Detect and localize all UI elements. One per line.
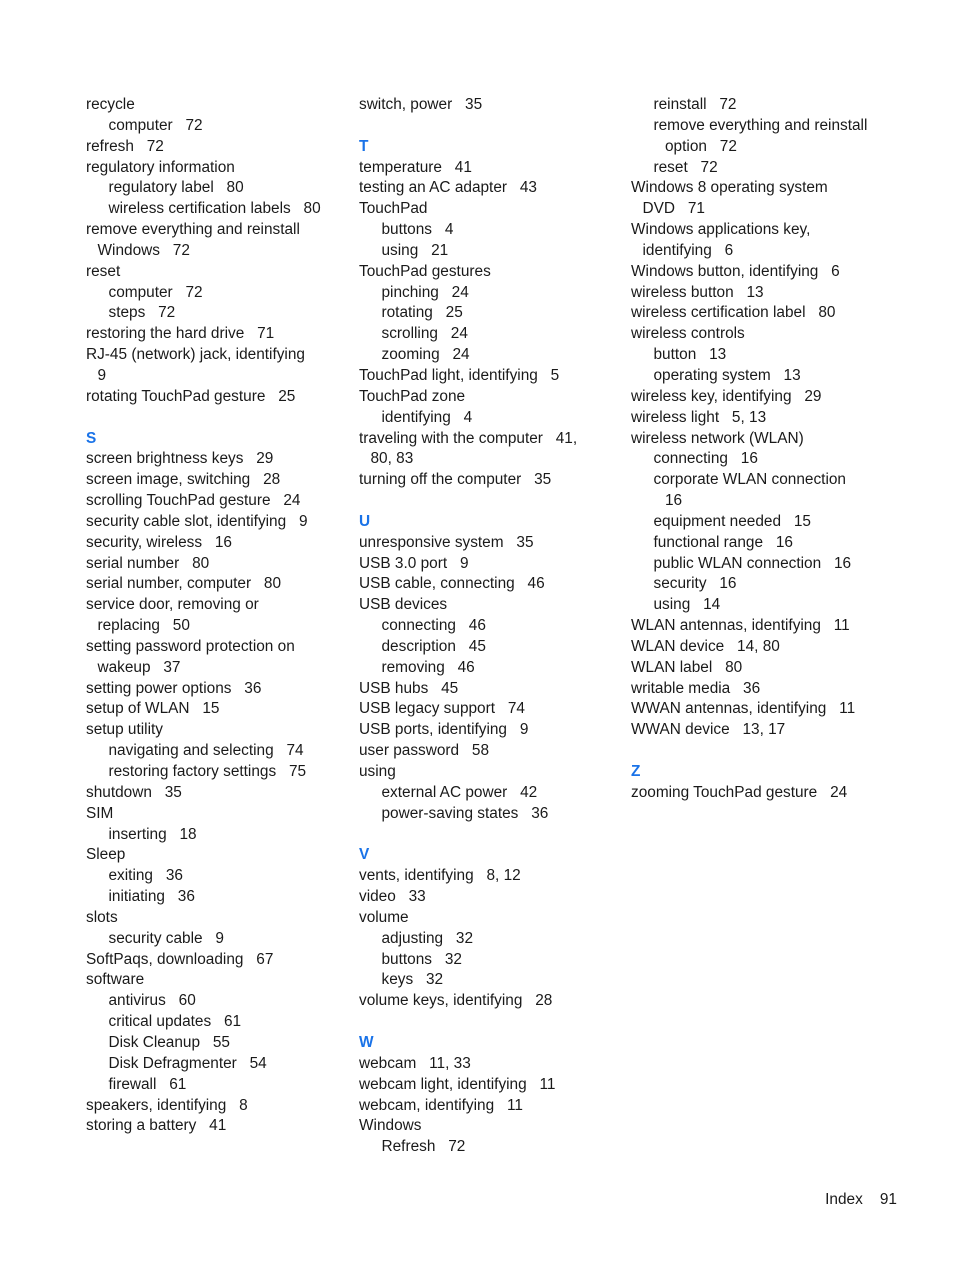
index-subentry: functional range 16 [653,533,793,551]
index-subentry: zooming 24 [381,346,470,364]
index-entry: setup of WLAN 15 [86,700,220,718]
index-entry: Windows button, identifying 6 [631,262,840,280]
index-entry: wireless light 5, 13 [631,408,767,426]
index-entry: scrolling TouchPad gesture 24 [86,492,301,510]
index-section-letter: S [86,429,97,447]
section-spacer [359,116,621,137]
index-subentry: power-saving states 36 [381,804,549,822]
index-subentry: reinstall 72 [653,96,737,113]
index-subentry: initiating 36 [108,888,195,906]
index-entry: setting power options 36 [86,679,262,697]
index-subentry: antivirus 60 [108,992,196,1010]
index-subentry: description 45 [381,637,486,655]
index-entry: TouchPad [359,200,428,218]
index-entry: turning off the computer 35 [359,471,552,489]
index-entry: rotating TouchPad gesture 25 [86,387,296,405]
index-entry: speakers, identifying 8 [86,1096,248,1114]
index-entry: WWAN device 13, 17 [631,721,786,739]
index-entry: SIM [86,804,114,822]
index-entry: USB ports, identifying 9 [359,721,529,739]
index-column-2 [359,95,621,1158]
index-entry: screen brightness keys 29 [86,450,274,468]
index-entry: Sleep [86,846,126,864]
section-spacer [359,1012,621,1033]
index-entry: video 33 [359,888,426,906]
index-entry-continuation: 80, 83 [370,450,414,468]
index-column-1 [86,95,348,1137]
index-subentry: operating system 13 [653,366,801,384]
index-subentry: navigating and selecting 74 [108,742,304,760]
index-entry: volume [359,908,409,926]
index-subentry: computer 72 [108,283,203,301]
index-entry: recycle [86,96,135,113]
index-entry: serial number 80 [86,554,210,572]
index-entry: testing an AC adapter 43 [359,179,537,197]
section-spacer [86,408,348,429]
index-subentry: using 14 [653,596,721,614]
index-entry: refresh 72 [86,137,164,155]
index-entry: setup utility [86,721,163,739]
index-entry: traveling with the computer 41, [359,429,578,447]
index-entry: RJ-45 (network) jack, identifying [86,346,305,364]
index-entry: reset [86,262,121,280]
index-subentry: equipment needed 15 [653,512,811,530]
index-entry: service door, removing or [86,596,259,614]
index-entry: TouchPad gestures [359,262,491,280]
index-subentry: remove everything and reinstall [653,116,868,134]
index-entry-continuation: identifying 6 [642,241,734,259]
index-entry: USB hubs 45 [359,679,459,697]
index-section-letter: U [359,512,371,530]
index-section-letter: W [359,1033,374,1051]
index-subentry: Disk Cleanup 55 [108,1033,230,1051]
index-entry: TouchPad zone [359,387,466,405]
index-entry: storing a battery 41 [86,1117,227,1135]
footer-section-label: Index [825,1191,863,1208]
index-subentry: removing 46 [381,658,475,676]
index-entry: unresponsive system 35 [359,533,534,551]
index-entry: wireless button 13 [631,283,764,301]
index-subentry: scrolling 24 [381,325,468,343]
index-entry: SoftPaqs, downloading 67 [86,950,274,968]
index-entry: wireless certification label 80 [631,304,836,322]
index-subentry: connecting 46 [381,617,486,635]
index-subentry: regulatory label 80 [108,179,244,197]
index-subentry: pinching 24 [381,283,469,301]
index-entry: webcam 11, 33 [359,1054,471,1072]
index-entry-continuation: wakeup 37 [97,658,181,676]
index-entry-continuation: Windows 72 [97,241,190,259]
index-subentry: security 16 [653,575,737,593]
index-entry: Windows 8 operating system [631,179,828,197]
index-entry: slots [86,908,118,926]
index-subentry: inserting 18 [108,825,197,843]
index-subentry: wireless certification labels 80 [108,200,321,218]
index-entry: software [86,971,145,989]
index-entry: temperature 41 [359,158,472,176]
index-entry: wireless key, identifying 29 [631,387,822,405]
index-entry: switch, power 35 [359,96,483,113]
index-subentry: steps 72 [108,304,176,322]
index-subentry: external AC power 42 [381,783,538,801]
index-subentry: buttons 32 [381,950,462,968]
page-number: 91 [879,1191,897,1208]
index-entry: wireless network (WLAN) [631,429,804,447]
section-spacer [359,491,621,512]
index-entry: shutdown 35 [86,783,182,801]
index-entry-continuation: DVD 71 [642,200,705,218]
index-entry: vents, identifying 8, 12 [359,867,521,885]
index-entry: restoring the hard drive 71 [86,325,275,343]
index-subentry: security cable 9 [108,929,224,947]
index-entry-continuation: replacing 50 [97,617,190,635]
index-entry: WLAN device 14, 80 [631,637,780,655]
index-subentry: using 21 [381,241,449,259]
index-subentry: button 13 [653,346,727,364]
index-entry: webcam, identifying 11 [359,1096,523,1114]
index-entry: webcam light, identifying 11 [359,1075,556,1093]
index-subentry: reset 72 [653,158,718,176]
index-entry: USB legacy support 74 [359,700,525,718]
section-spacer [359,825,621,846]
index-entry: TouchPad light, identifying 5 [359,366,560,384]
index-subentry: adjusting 32 [381,929,474,947]
index-entry: WWAN antennas, identifying 11 [631,700,856,718]
index-subentry: firewall 61 [108,1075,187,1093]
index-entry: zooming TouchPad gesture 24 [631,783,848,801]
index-subentry: identifying 4 [381,408,473,426]
page-footer [740,1191,897,1209]
index-entry: WLAN label 80 [631,658,743,676]
index-subentry: corporate WLAN connection [653,471,846,489]
index-entry: writable media 36 [631,679,761,697]
index-entry: setting password protection on [86,637,295,655]
index-entry: WLAN antennas, identifying 11 [631,617,850,635]
index-entry: Windows [359,1117,422,1135]
index-entry: using [359,763,396,780]
index-subentry: exiting 36 [108,867,183,885]
index-subentry: rotating 25 [381,304,463,322]
index-subentry: computer 72 [108,116,203,134]
index-column-3 [631,95,921,804]
index-subentry: Disk Defragmenter 54 [108,1054,267,1072]
index-entry: regulatory information [86,158,235,176]
index-entry: security, wireless 16 [86,533,232,551]
index-subentry: critical updates 61 [108,1013,242,1031]
index-entry: USB devices [359,596,448,614]
index-entry: security cable slot, identifying 9 [86,512,308,530]
index-subentry: keys 32 [381,971,444,989]
index-section-letter: T [359,137,369,155]
index-entry-continuation: 9 [97,366,107,384]
index-entry-continuation: option 72 [665,137,737,155]
index-subentry: connecting 16 [653,450,758,468]
index-entry: wireless controls [631,325,745,343]
index-subentry: restoring factory settings 75 [108,763,307,780]
index-entry: remove everything and reinstall [86,221,300,239]
index-section-letter: V [359,846,370,864]
index-subentry: public WLAN connection 16 [653,554,852,572]
index-entry: USB 3.0 port 9 [359,554,469,572]
index-entry: user password 58 [359,742,490,760]
index-subentry: Refresh 72 [381,1138,466,1156]
index-entry: USB cable, connecting 46 [359,575,545,593]
index-entry: screen image, switching 28 [86,471,281,489]
section-spacer [631,741,921,762]
index-entry-continuation: 16 [665,492,683,510]
index-entry: volume keys, identifying 28 [359,992,553,1010]
index-entry: serial number, computer 80 [86,575,282,593]
index-section-letter: Z [631,763,641,780]
index-subentry: buttons 4 [381,221,454,239]
index-entry: Windows applications key, [631,221,811,239]
